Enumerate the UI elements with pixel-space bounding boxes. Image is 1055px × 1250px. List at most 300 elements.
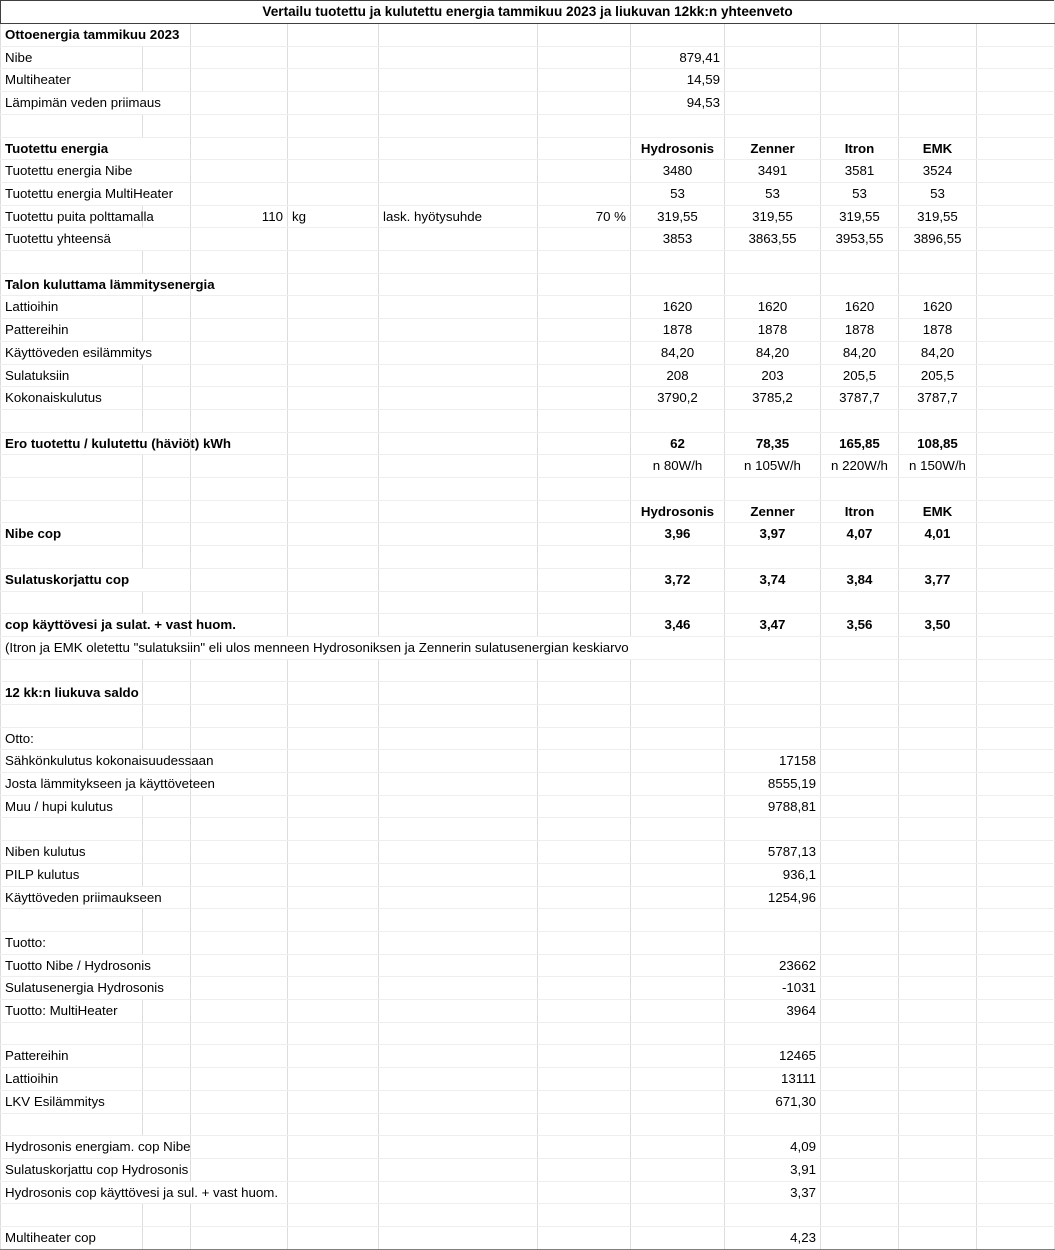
cell-d bbox=[288, 1181, 379, 1204]
cell-j bbox=[899, 773, 977, 796]
cell-k bbox=[977, 1158, 1055, 1181]
consumed-heading: Talon kuluttama lämmitysenergia bbox=[1, 273, 191, 296]
cell-f bbox=[538, 1022, 631, 1045]
value-itron: 3953,55 bbox=[821, 228, 899, 251]
intake-value-priimaus: 94,53 bbox=[631, 92, 725, 115]
cell-b bbox=[143, 1045, 191, 1068]
value-zenner: 3,47 bbox=[725, 614, 821, 637]
cell-f bbox=[538, 500, 631, 523]
cell-d bbox=[288, 795, 379, 818]
row-label: Pattereihin bbox=[1, 1045, 143, 1068]
value-emk: 53 bbox=[899, 182, 977, 205]
column-header-emk: EMK bbox=[899, 137, 977, 160]
cell-k bbox=[977, 69, 1055, 92]
cell-b bbox=[143, 387, 191, 410]
cell-d bbox=[288, 1022, 379, 1045]
cell-f bbox=[538, 818, 631, 841]
cell-f bbox=[538, 387, 631, 410]
value-zenner: 1878 bbox=[725, 319, 821, 342]
row-label: Muu / hupi kulutus bbox=[1, 795, 143, 818]
cell-e bbox=[379, 137, 538, 160]
cell-f bbox=[538, 659, 631, 682]
row-label: Sulatuskorjattu cop Hydrosonis bbox=[1, 1158, 191, 1181]
cell-e bbox=[379, 795, 538, 818]
cell-i bbox=[821, 1136, 899, 1159]
cell-f bbox=[538, 1136, 631, 1159]
table-row bbox=[1, 886, 1055, 909]
cell-d bbox=[288, 251, 379, 274]
cell-d bbox=[288, 977, 379, 1000]
cell-g bbox=[631, 546, 725, 569]
row-label: PILP kulutus bbox=[1, 863, 143, 886]
row-label: Käyttöveden priimaukseen bbox=[1, 886, 191, 909]
cell-f bbox=[538, 614, 631, 637]
cell-c bbox=[191, 704, 288, 727]
cell-g bbox=[631, 750, 725, 773]
row-label: Multiheater cop bbox=[1, 1227, 143, 1250]
cell-b bbox=[143, 704, 191, 727]
cell-c bbox=[191, 228, 288, 251]
cell-a bbox=[1, 114, 143, 137]
cell-e bbox=[379, 1158, 538, 1181]
cell-b bbox=[143, 909, 191, 932]
cell-e bbox=[379, 341, 538, 364]
cell-h bbox=[725, 682, 821, 705]
value-hydrosonis: 3790,2 bbox=[631, 387, 725, 410]
cell-f bbox=[538, 546, 631, 569]
cell-d bbox=[288, 818, 379, 841]
cell-d bbox=[288, 931, 379, 954]
value-zenner: 3491 bbox=[725, 160, 821, 183]
value-itron: 3581 bbox=[821, 160, 899, 183]
cell-d bbox=[288, 228, 379, 251]
cell-f bbox=[538, 523, 631, 546]
rolling-value: 12465 bbox=[725, 1045, 821, 1068]
cell-d bbox=[288, 137, 379, 160]
cell-e bbox=[379, 24, 538, 47]
spacer-row bbox=[1, 546, 1055, 569]
cell-g bbox=[631, 818, 725, 841]
cell-j bbox=[899, 909, 977, 932]
intake-heading-row bbox=[1, 24, 1055, 47]
value-itron: 1878 bbox=[821, 319, 899, 342]
cell-d bbox=[288, 46, 379, 69]
cell-e bbox=[379, 1204, 538, 1227]
cell-j bbox=[899, 591, 977, 614]
cell-i bbox=[821, 659, 899, 682]
cell-e bbox=[379, 546, 538, 569]
cell-e bbox=[379, 977, 538, 1000]
cell-g bbox=[631, 273, 725, 296]
cell-j bbox=[899, 24, 977, 47]
cell-j bbox=[899, 818, 977, 841]
cell-j bbox=[899, 1227, 977, 1250]
value-itron: 3,84 bbox=[821, 568, 899, 591]
spacer-row bbox=[1, 409, 1055, 432]
cell-g bbox=[631, 886, 725, 909]
produced-heading-row bbox=[1, 137, 1055, 160]
cell-e bbox=[379, 500, 538, 523]
cell-e bbox=[379, 92, 538, 115]
spacer-row bbox=[1, 818, 1055, 841]
spacer-row bbox=[1, 591, 1055, 614]
row-label: Josta lämmitykseen ja käyttöveteen bbox=[1, 773, 191, 796]
cell-k bbox=[977, 750, 1055, 773]
cell-b bbox=[143, 46, 191, 69]
cell-c bbox=[191, 546, 288, 569]
cell-f bbox=[538, 273, 631, 296]
cell-k bbox=[977, 636, 1055, 659]
cell-i bbox=[821, 954, 899, 977]
value-hydrosonis: 319,55 bbox=[631, 205, 725, 228]
cell-a bbox=[1, 818, 143, 841]
cell-c bbox=[191, 364, 288, 387]
table-row bbox=[1, 568, 1055, 591]
cell-k bbox=[977, 795, 1055, 818]
cell-j bbox=[899, 1090, 977, 1113]
value-emk: 3787,7 bbox=[899, 387, 977, 410]
value-emk: 1878 bbox=[899, 319, 977, 342]
cell-b bbox=[143, 818, 191, 841]
cell-d bbox=[288, 727, 379, 750]
rolling-output-heading-row bbox=[1, 931, 1055, 954]
cell-k bbox=[977, 364, 1055, 387]
cell-k bbox=[977, 160, 1055, 183]
cell-g bbox=[631, 704, 725, 727]
row-label: cop käyttövesi ja sulat. + vast huom. bbox=[1, 614, 191, 637]
rolling-value: 5787,13 bbox=[725, 841, 821, 864]
cell-d bbox=[288, 364, 379, 387]
cell-c bbox=[191, 137, 288, 160]
cell-c bbox=[191, 977, 288, 1000]
cell-i bbox=[821, 1090, 899, 1113]
cell-b bbox=[143, 1000, 191, 1023]
cell-j bbox=[899, 977, 977, 1000]
cell-b bbox=[143, 1068, 191, 1091]
cell-e bbox=[379, 773, 538, 796]
cell-k bbox=[977, 1090, 1055, 1113]
rolling-heading-row bbox=[1, 682, 1055, 705]
cell-c bbox=[191, 182, 288, 205]
cell-e bbox=[379, 296, 538, 319]
table-row bbox=[1, 614, 1055, 637]
cell-c bbox=[191, 409, 288, 432]
cell-c bbox=[191, 1113, 288, 1136]
rolling-output-heading: Tuotto: bbox=[1, 931, 143, 954]
cell-e bbox=[379, 659, 538, 682]
row-label: Kokonaiskulutus bbox=[1, 387, 143, 410]
cell-j bbox=[899, 1022, 977, 1045]
rolling-intake-heading: Otto: bbox=[1, 727, 143, 750]
cell-b bbox=[143, 409, 191, 432]
cell-a bbox=[1, 409, 143, 432]
cell-a bbox=[1, 909, 143, 932]
cell-e bbox=[379, 863, 538, 886]
value-emk: 1620 bbox=[899, 296, 977, 319]
cell-c bbox=[191, 69, 288, 92]
cell-d bbox=[288, 750, 379, 773]
cell-j bbox=[899, 750, 977, 773]
cell-g bbox=[631, 1181, 725, 1204]
column-header-emk: EMK bbox=[899, 500, 977, 523]
cell-e bbox=[379, 1045, 538, 1068]
value-zenner: 3785,2 bbox=[725, 387, 821, 410]
cell-f bbox=[538, 1000, 631, 1023]
cell-k bbox=[977, 273, 1055, 296]
cell-k bbox=[977, 886, 1055, 909]
cell-d bbox=[288, 92, 379, 115]
cell-i bbox=[821, 1068, 899, 1091]
table-row bbox=[1, 977, 1055, 1000]
cell-k bbox=[977, 909, 1055, 932]
cell-i bbox=[821, 931, 899, 954]
difference-itron: 165,85 bbox=[821, 432, 899, 455]
cell-b bbox=[143, 1227, 191, 1250]
cell-j bbox=[899, 273, 977, 296]
cell-f bbox=[538, 228, 631, 251]
table-row bbox=[1, 773, 1055, 796]
value-hydrosonis: 1620 bbox=[631, 296, 725, 319]
value-zenner: 3,74 bbox=[725, 568, 821, 591]
cell-f bbox=[538, 24, 631, 47]
cell-i bbox=[821, 818, 899, 841]
cell-h bbox=[725, 24, 821, 47]
cell-i bbox=[821, 46, 899, 69]
rolling-value: 4,09 bbox=[725, 1136, 821, 1159]
cell-j bbox=[899, 727, 977, 750]
cell-g bbox=[631, 1158, 725, 1181]
cell-d bbox=[288, 455, 379, 478]
cell-b bbox=[143, 682, 191, 705]
cell-k bbox=[977, 1045, 1055, 1068]
cell-k bbox=[977, 205, 1055, 228]
cell-c bbox=[191, 1227, 288, 1250]
cell-j bbox=[899, 704, 977, 727]
cell-e bbox=[379, 478, 538, 501]
cell-f bbox=[538, 841, 631, 864]
cell-i bbox=[821, 1022, 899, 1045]
cell-c bbox=[191, 1045, 288, 1068]
cell-c bbox=[191, 659, 288, 682]
cell-j bbox=[899, 409, 977, 432]
cell-k bbox=[977, 24, 1055, 47]
cell-e bbox=[379, 1068, 538, 1091]
cell-i bbox=[821, 682, 899, 705]
rolling-intake-heading-row bbox=[1, 727, 1055, 750]
cell-e bbox=[379, 432, 538, 455]
cell-b bbox=[143, 841, 191, 864]
cell-b bbox=[143, 1204, 191, 1227]
table-row bbox=[1, 863, 1055, 886]
cell-c bbox=[191, 1136, 288, 1159]
cell-i bbox=[821, 273, 899, 296]
cell-i bbox=[821, 977, 899, 1000]
table-row bbox=[1, 69, 1055, 92]
cell-j bbox=[899, 1113, 977, 1136]
cell-j bbox=[899, 841, 977, 864]
cell-b bbox=[143, 1022, 191, 1045]
table-row bbox=[1, 182, 1055, 205]
cell-e bbox=[379, 523, 538, 546]
cell-f bbox=[538, 795, 631, 818]
cell-d bbox=[288, 114, 379, 137]
cell-k bbox=[977, 727, 1055, 750]
cell-f bbox=[538, 727, 631, 750]
cell-i bbox=[821, 636, 899, 659]
cell-k bbox=[977, 228, 1055, 251]
consumed-heading-row bbox=[1, 273, 1055, 296]
cell-d bbox=[288, 591, 379, 614]
cell-g bbox=[631, 478, 725, 501]
table-row bbox=[1, 954, 1055, 977]
table-row bbox=[1, 228, 1055, 251]
cell-h bbox=[725, 931, 821, 954]
cell-k bbox=[977, 773, 1055, 796]
cell-h bbox=[725, 818, 821, 841]
cell-f bbox=[538, 977, 631, 1000]
value-itron: 205,5 bbox=[821, 364, 899, 387]
value-zenner: 3,97 bbox=[725, 523, 821, 546]
value-hydrosonis: 208 bbox=[631, 364, 725, 387]
value-zenner: 203 bbox=[725, 364, 821, 387]
cell-e bbox=[379, 1227, 538, 1250]
cell-f bbox=[538, 568, 631, 591]
cell-h bbox=[725, 69, 821, 92]
cell-j bbox=[899, 92, 977, 115]
cell-i bbox=[821, 795, 899, 818]
cell-c bbox=[191, 818, 288, 841]
cell-j bbox=[899, 659, 977, 682]
cell-g bbox=[631, 1090, 725, 1113]
cell-e bbox=[379, 818, 538, 841]
cell-j bbox=[899, 1136, 977, 1159]
rate-zenner: n 105W/h bbox=[725, 455, 821, 478]
intake-value-nibe: 879,41 bbox=[631, 46, 725, 69]
cell-e bbox=[379, 319, 538, 342]
table-row bbox=[1, 841, 1055, 864]
cell-b bbox=[143, 1113, 191, 1136]
cell-e bbox=[379, 841, 538, 864]
cell-g bbox=[631, 773, 725, 796]
cell-j bbox=[899, 251, 977, 274]
wood-unit: kg bbox=[288, 205, 379, 228]
cell-f bbox=[538, 409, 631, 432]
cell-j bbox=[899, 931, 977, 954]
table-row bbox=[1, 160, 1055, 183]
cell-g bbox=[631, 1000, 725, 1023]
cell-k bbox=[977, 659, 1055, 682]
cell-h bbox=[725, 478, 821, 501]
cell-f bbox=[538, 750, 631, 773]
cell-k bbox=[977, 114, 1055, 137]
cell-f bbox=[538, 591, 631, 614]
cell-e bbox=[379, 228, 538, 251]
cell-h bbox=[725, 1204, 821, 1227]
cell-d bbox=[288, 409, 379, 432]
cell-a bbox=[1, 478, 143, 501]
cell-f bbox=[538, 160, 631, 183]
cell-h bbox=[725, 114, 821, 137]
cell-b bbox=[143, 1090, 191, 1113]
row-label: Sulatuksiin bbox=[1, 364, 143, 387]
value-hydrosonis: 3480 bbox=[631, 160, 725, 183]
cell-f bbox=[538, 704, 631, 727]
cell-d bbox=[288, 478, 379, 501]
cell-b bbox=[143, 523, 191, 546]
rolling-value: 3964 bbox=[725, 1000, 821, 1023]
cell-g bbox=[631, 1113, 725, 1136]
table-row bbox=[1, 1181, 1055, 1204]
cell-d bbox=[288, 704, 379, 727]
value-emk: 84,20 bbox=[899, 341, 977, 364]
cell-g bbox=[631, 1227, 725, 1250]
value-emk: 3896,55 bbox=[899, 228, 977, 251]
table-row bbox=[1, 1068, 1055, 1091]
value-emk: 3,77 bbox=[899, 568, 977, 591]
cell-h bbox=[725, 46, 821, 69]
cell-c bbox=[191, 931, 288, 954]
value-zenner: 3863,55 bbox=[725, 228, 821, 251]
cell-g bbox=[631, 1022, 725, 1045]
cell-f bbox=[538, 886, 631, 909]
column-header-itron: Itron bbox=[821, 137, 899, 160]
cell-c bbox=[191, 1068, 288, 1091]
cell-e bbox=[379, 931, 538, 954]
rolling-value: 17158 bbox=[725, 750, 821, 773]
cell-a bbox=[1, 500, 143, 523]
intake-value-multiheater: 14,59 bbox=[631, 69, 725, 92]
table-row bbox=[1, 795, 1055, 818]
cell-d bbox=[288, 319, 379, 342]
cell-d bbox=[288, 24, 379, 47]
cell-c bbox=[191, 92, 288, 115]
cell-g bbox=[631, 795, 725, 818]
value-zenner: 53 bbox=[725, 182, 821, 205]
cell-j bbox=[899, 1000, 977, 1023]
cell-f bbox=[538, 1227, 631, 1250]
cell-e bbox=[379, 364, 538, 387]
cell-i bbox=[821, 773, 899, 796]
cell-g bbox=[631, 409, 725, 432]
cell-e bbox=[379, 909, 538, 932]
value-itron: 84,20 bbox=[821, 341, 899, 364]
cell-d bbox=[288, 1045, 379, 1068]
row-label: Tuotettu energia Nibe bbox=[1, 160, 191, 183]
row-label: Sähkönkulutus kokonaisuudessaan bbox=[1, 750, 191, 773]
cell-i bbox=[821, 750, 899, 773]
spacer-row bbox=[1, 704, 1055, 727]
difference-label: Ero tuotettu / kulutettu (häviöt) kWh bbox=[1, 432, 191, 455]
value-emk: 205,5 bbox=[899, 364, 977, 387]
cell-g bbox=[631, 114, 725, 137]
cell-h bbox=[725, 909, 821, 932]
cell-e bbox=[379, 750, 538, 773]
cell-a bbox=[1, 1113, 143, 1136]
cell-d bbox=[288, 341, 379, 364]
cell-f bbox=[538, 1113, 631, 1136]
cell-e bbox=[379, 273, 538, 296]
cell-k bbox=[977, 137, 1055, 160]
spacer-row bbox=[1, 909, 1055, 932]
cell-c bbox=[191, 1158, 288, 1181]
cell-i bbox=[821, 24, 899, 47]
cell-j bbox=[899, 1204, 977, 1227]
cell-k bbox=[977, 251, 1055, 274]
cell-k bbox=[977, 1113, 1055, 1136]
cell-g bbox=[631, 841, 725, 864]
cell-j bbox=[899, 682, 977, 705]
cell-c bbox=[191, 478, 288, 501]
